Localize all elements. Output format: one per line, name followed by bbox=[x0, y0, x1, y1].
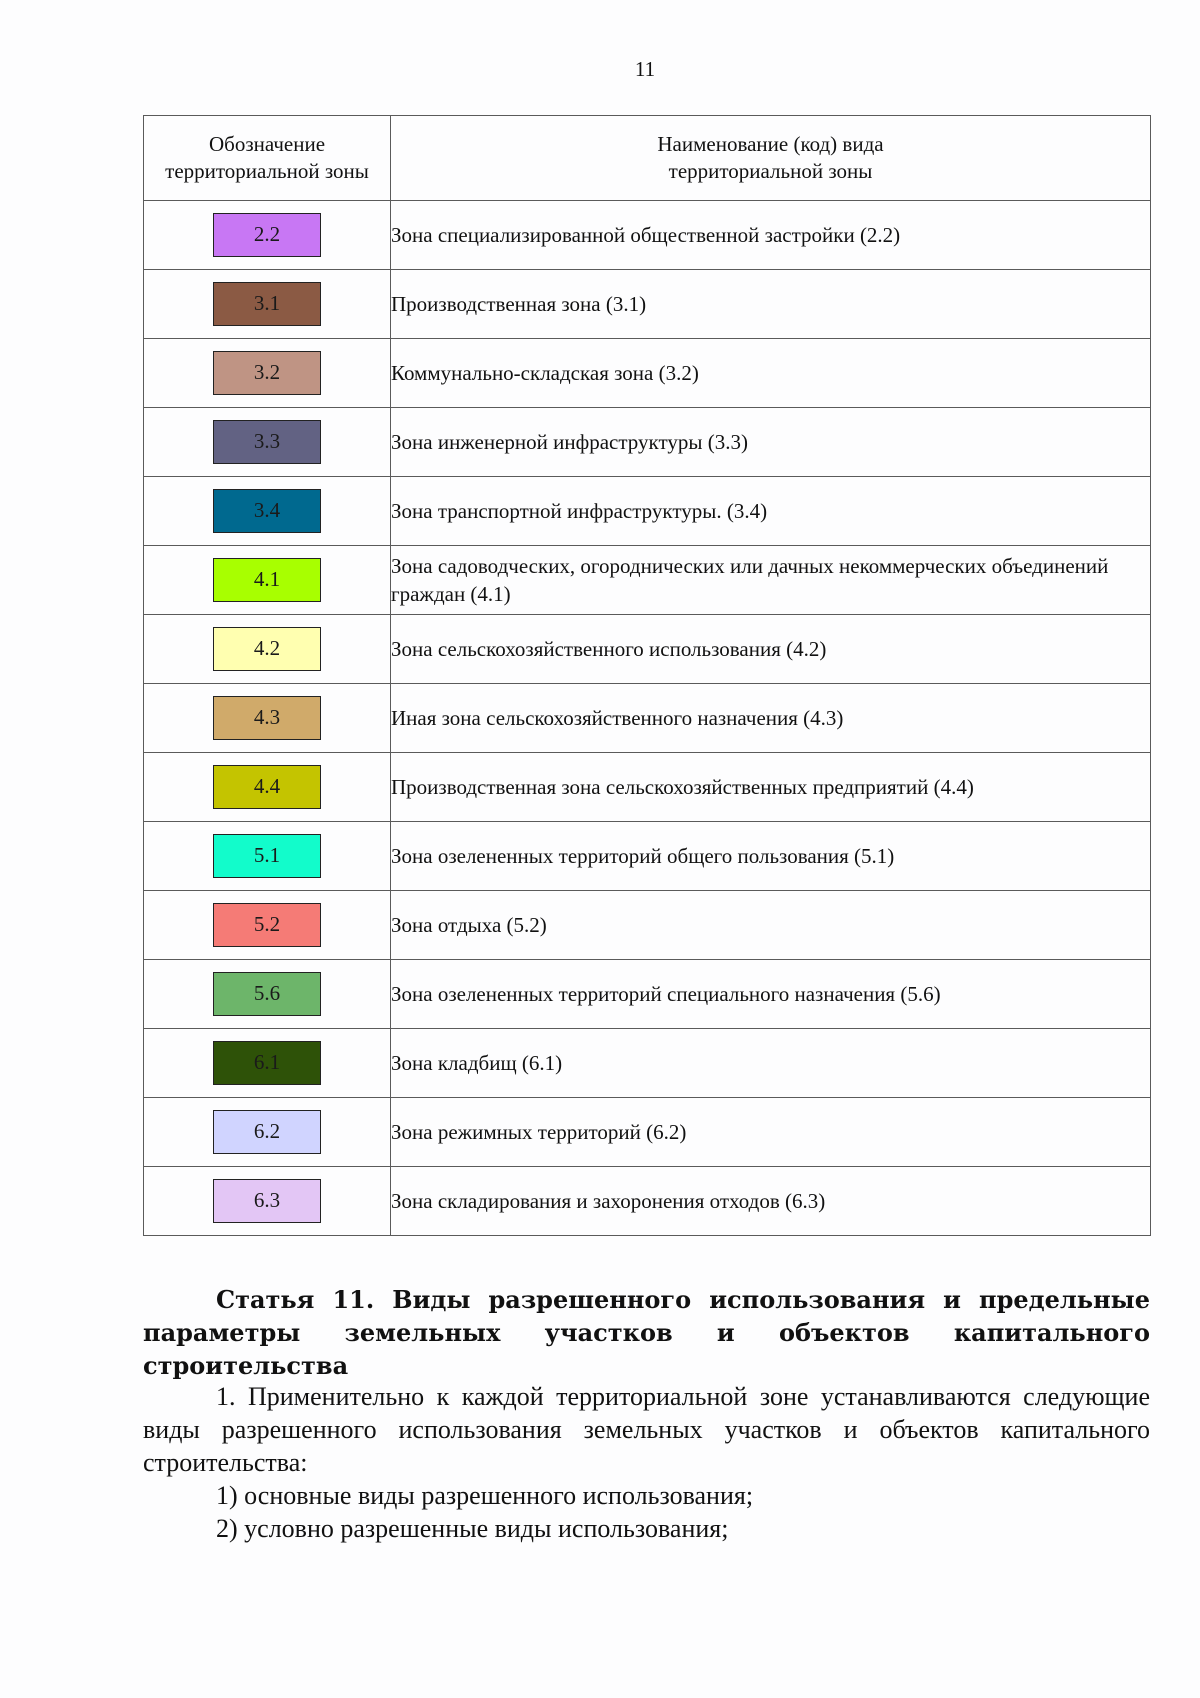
zones-table bbox=[143, 115, 1151, 1236]
table-row bbox=[144, 201, 1151, 270]
page-number: 11 bbox=[634, 57, 656, 81]
paragraph-3: 2) условно разрешенные виды использования; bbox=[216, 1514, 729, 1543]
table-row bbox=[144, 822, 1151, 891]
zone-name-cell: Зона отдыха (5.2) bbox=[391, 891, 1151, 960]
zone-color-swatch: 4.1 bbox=[213, 558, 321, 602]
zone-designation-cell bbox=[144, 753, 391, 822]
zone-name-cell: Зона режимных территорий (6.2) bbox=[391, 1098, 1151, 1167]
zone-name-cell: Зона садоводческих, огороднических или дачных некоммерческих объединений граждан (4.1) bbox=[391, 546, 1151, 615]
zone-designation-cell bbox=[144, 408, 391, 477]
zone-color-swatch: 5.2 bbox=[213, 903, 321, 947]
paragraph-2: 1) основные виды разрешенного использования; bbox=[216, 1481, 754, 1510]
zone-designation-cell bbox=[144, 822, 391, 891]
zone-designation-cell bbox=[144, 960, 391, 1029]
table-row bbox=[144, 270, 1151, 339]
zone-designation-cell bbox=[144, 615, 391, 684]
zone-name-cell: Зона инженерной инфраструктуры (3.3) bbox=[391, 408, 1151, 477]
zone-color-swatch: 6.2 bbox=[213, 1110, 321, 1154]
table-row bbox=[144, 408, 1151, 477]
header-designation: Обозначение территориальной зоны bbox=[144, 116, 391, 201]
table-row bbox=[144, 1167, 1151, 1236]
zone-designation-cell bbox=[144, 201, 391, 270]
zone-color-swatch: 3.1 bbox=[213, 282, 321, 326]
table-row bbox=[144, 753, 1151, 822]
zone-designation-cell bbox=[144, 684, 391, 753]
zone-designation-cell bbox=[144, 1029, 391, 1098]
zone-name-cell: Зона складирования и захоронения отходов (6.3) bbox=[391, 1167, 1151, 1236]
table-row bbox=[144, 1029, 1151, 1098]
zone-color-swatch: 3.3 bbox=[213, 420, 321, 464]
zone-color-swatch: 2.2 bbox=[213, 213, 321, 257]
header-name-line2: территориальной зоны bbox=[668, 159, 873, 183]
zone-designation-cell bbox=[144, 546, 391, 615]
zone-designation-cell bbox=[144, 1098, 391, 1167]
header-name-line1: Наименование (код) вида bbox=[657, 132, 884, 156]
zone-name-cell: Производственная зона (3.1) bbox=[391, 270, 1151, 339]
table-row bbox=[144, 546, 1151, 615]
zone-color-swatch: 4.2 bbox=[213, 627, 321, 671]
zone-color-swatch: 5.6 bbox=[213, 972, 321, 1016]
zone-name-cell: Зона сельскохозяйственного использования (4.2) bbox=[391, 615, 1151, 684]
zone-name-cell: Зона озелененных территорий общего пользования (5.1) bbox=[391, 822, 1151, 891]
zone-designation-cell bbox=[144, 270, 391, 339]
article-title: Статья 11. Виды разрешенного использования и предельные параметры земельных участков и объектов капитального строительства bbox=[143, 1285, 1150, 1380]
zone-name-cell: Зона транспортной инфраструктуры. (3.4) bbox=[391, 477, 1151, 546]
table-row bbox=[144, 1098, 1151, 1167]
zone-name-cell: Коммунально-складская зона (3.2) bbox=[391, 339, 1151, 408]
zone-color-swatch: 5.1 bbox=[213, 834, 321, 878]
zone-designation-cell bbox=[144, 1167, 391, 1236]
table-header-row bbox=[144, 116, 1151, 201]
zone-color-swatch: 3.4 bbox=[213, 489, 321, 533]
body-text bbox=[143, 1380, 1150, 1545]
table-row bbox=[144, 684, 1151, 753]
zone-color-swatch: 3.2 bbox=[213, 351, 321, 395]
table-row bbox=[144, 891, 1151, 960]
zone-designation-cell bbox=[144, 891, 391, 960]
zone-color-swatch: 6.1 bbox=[213, 1041, 321, 1085]
table-row bbox=[144, 615, 1151, 684]
zone-designation-cell bbox=[144, 477, 391, 546]
zone-name-cell: Зона кладбищ (6.1) bbox=[391, 1029, 1151, 1098]
zone-name-cell: Зона озелененных территорий специального назначения (5.6) bbox=[391, 960, 1151, 1029]
table-row bbox=[144, 477, 1151, 546]
table-row bbox=[144, 339, 1151, 408]
zone-color-swatch: 4.3 bbox=[213, 696, 321, 740]
zone-color-swatch: 4.4 bbox=[213, 765, 321, 809]
zone-name-cell: Иная зона сельскохозяйственного назначения (4.3) bbox=[391, 684, 1151, 753]
paragraph-1: 1. Применительно к каждой территориальной зоне устанавливаются следующие виды разрешенного использования земельных участков и объектов капитального строительства: bbox=[143, 1382, 1150, 1477]
header-name bbox=[391, 116, 1151, 201]
zones-table-body bbox=[144, 201, 1151, 1236]
table-row bbox=[144, 960, 1151, 1029]
zone-designation-cell bbox=[144, 339, 391, 408]
zone-color-swatch: 6.3 bbox=[213, 1179, 321, 1223]
zone-name-cell: Зона специализированной общественной застройки (2.2) bbox=[391, 201, 1151, 270]
zone-name-cell: Производственная зона сельскохозяйственных предприятий (4.4) bbox=[391, 753, 1151, 822]
